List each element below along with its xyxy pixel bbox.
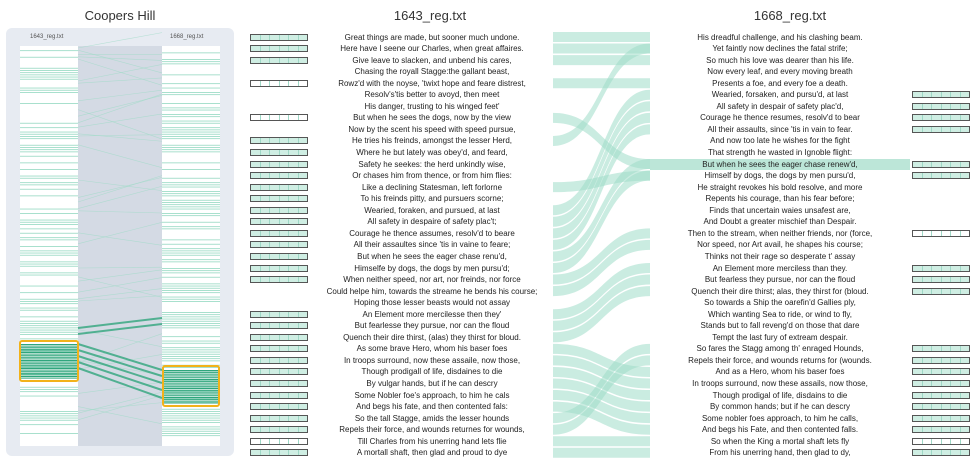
left-text-line[interactable]: Repels their force, and wounds returnes for wounds, (339, 425, 525, 435)
right-text-line[interactable]: So fares the Stagg among th' enraged Hounds, (696, 344, 864, 354)
right-similarity-box[interactable] (912, 403, 970, 410)
right-text-line[interactable]: So towards a Ship the oarefin'd Gallies ply, (704, 298, 856, 308)
right-similarity-box[interactable] (912, 449, 970, 456)
right-text-line[interactable]: Nor speed, nor Art avail, he shapes his course; (697, 240, 863, 250)
right-similarity-box[interactable] (912, 265, 970, 272)
right-text-line[interactable]: Quench their dire thirst; alas, they thirst for (bloud. (691, 286, 869, 296)
left-similarity-box[interactable] (250, 392, 308, 399)
right-text-line[interactable]: All their assaults, since 'tis in vain to fear. (707, 124, 853, 134)
left-similarity-box[interactable] (250, 149, 308, 156)
left-similarity-box[interactable] (250, 426, 308, 433)
left-text-line[interactable]: Hoping those lesser beasts would not assay (353, 298, 511, 308)
right-text-line[interactable]: But fearless they pursue, nor can the floud (704, 275, 856, 285)
right-text-line[interactable]: He straight revokes his bold resolve, and more (697, 182, 863, 192)
right-text-line[interactable]: Some nobler foes approach, to him he calls, (701, 413, 859, 423)
overview-left-file-label: 1643_reg.txt (30, 34, 64, 40)
left-text-line[interactable]: His danger, trusting to his winged feet' (364, 101, 500, 111)
right-text-line[interactable]: And Doubt a greater mischief than Despair. (703, 217, 857, 227)
right-similarity-box[interactable] (912, 438, 970, 445)
right-similarity-box[interactable] (912, 103, 970, 110)
right-text-line[interactable]: So when the King a mortal shaft lets fly (710, 436, 850, 446)
left-similarity-box[interactable] (250, 357, 308, 364)
left-similarity-box[interactable] (250, 80, 308, 87)
left-similarity-box[interactable] (250, 45, 308, 52)
right-similarity-box[interactable] (912, 392, 970, 399)
left-text-line[interactable]: Could helpe him, towards the streame he bends his course; (326, 286, 538, 296)
left-similarity-box[interactable] (250, 403, 308, 410)
alignment-flow-27[interactable] (553, 448, 650, 458)
left-text-line[interactable]: Rowz'd with the noyse, 'twixt hope and feare distrest, (338, 78, 526, 88)
left-text-line[interactable]: Chasing the royall Stagge:the gallant beast, (354, 67, 510, 77)
right-text-line[interactable]: From his unerring hand, then glad to dy, (709, 448, 851, 458)
right-similarity-box[interactable] (912, 380, 970, 387)
left-text-line[interactable]: By vulgar hands, but if he can descry (366, 379, 498, 388)
left-similarity-box[interactable] (250, 57, 308, 64)
left-similarity-box[interactable] (250, 276, 308, 283)
left-text-line[interactable]: But when he sees the dogs, now by the view (353, 113, 511, 123)
right-similarity-box[interactable] (912, 345, 970, 352)
left-text-line[interactable]: He tries his freinds, amongst the lesser Herd, (351, 136, 513, 146)
right-text-line[interactable]: Presents a foe, and every foe a death. (712, 78, 848, 88)
left-text-line[interactable]: All their assaultes since 'tis in vaine to feare; (353, 240, 511, 250)
right-file-title: 1668_reg.txt (753, 8, 827, 23)
left-text-line[interactable]: And begs his fate, and then contented fals: (356, 402, 508, 412)
left-similarity-box[interactable] (250, 449, 308, 456)
alignment-flow-0[interactable] (553, 32, 650, 42)
right-text-line[interactable]: So much his love was dearer than his life. (706, 55, 854, 65)
left-text-line[interactable]: Courage he thence assumes, resolv'd to beare (349, 228, 515, 238)
left-text-line[interactable]: Where he but lately was obey'd, and feard, (356, 148, 508, 157)
right-text-line[interactable]: By common hands; but if he can descry (709, 402, 851, 412)
right-text-line[interactable]: Stands but to fall reveng'd on those that dare (700, 321, 860, 331)
left-text-line[interactable]: Wearied, foraken, and pursued, at last (364, 205, 500, 215)
right-text-line[interactable]: Tempt the last fury of extream despair. (712, 332, 848, 342)
right-text-line[interactable]: And begs his Fate, and then contented falls. (701, 425, 859, 435)
left-text-line[interactable]: Safety he seekes: the herd unkindly wise, (358, 159, 506, 169)
right-text-line[interactable]: And now too late he wishes for the fight (710, 136, 850, 146)
left-text-line[interactable]: Here have I seene our Charles, when great affaires. (340, 44, 524, 54)
right-similarity-box[interactable] (912, 161, 970, 168)
left-text-line[interactable]: So the tall Stagge, amids the lesser hounds (354, 413, 510, 423)
left-text-line[interactable]: All safety in despaire of safety plac't; (367, 217, 497, 227)
left-text-line[interactable]: Till Charles from his unerring hand lets flie (357, 436, 507, 446)
left-similarity-box[interactable] (250, 380, 308, 387)
left-text-line[interactable]: As some brave Hero, whom his baser foes (356, 344, 508, 354)
right-similarity-box[interactable] (912, 426, 970, 433)
right-text-line[interactable]: An Element more merciless than they. (712, 263, 848, 273)
right-text-line[interactable]: In troops surround, now these assails, now those, (692, 379, 868, 388)
left-text-line[interactable]: A mortall shaft, then glad and proud to dye (356, 448, 508, 458)
left-text-line[interactable]: Himselfe by dogs, the dogs by men pursu'd; (354, 263, 510, 273)
right-similarity-box[interactable] (912, 126, 970, 133)
left-file-title: 1643_reg.txt (393, 8, 467, 23)
right-text-line[interactable]: His dreadful challenge, and his clashing beam. (697, 32, 863, 42)
alignment-flow-16[interactable] (553, 275, 650, 331)
right-text-line[interactable]: Finds that uncertain waies unsafest are, (709, 205, 851, 215)
right-similarity-box[interactable] (912, 288, 970, 295)
right-text-line[interactable]: But when he sees the eager chase renew'd, (702, 159, 858, 169)
left-similarity-box[interactable] (250, 311, 308, 318)
right-similarity-box[interactable] (912, 114, 970, 121)
right-similarity-box[interactable] (912, 368, 970, 375)
left-similarity-box[interactable] (250, 161, 308, 168)
left-similarity-box[interactable] (250, 368, 308, 375)
left-similarity-box[interactable] (250, 137, 308, 144)
left-similarity-box[interactable] (250, 195, 308, 202)
right-text-line[interactable]: Though prodigal of life, disdains to die (712, 390, 848, 400)
left-similarity-box[interactable] (250, 230, 308, 237)
left-text-line[interactable]: Now by the scent his speed with speed pursue, (348, 124, 516, 134)
left-similarity-box[interactable] (250, 334, 308, 341)
right-similarity-box[interactable] (912, 357, 970, 364)
alignment-flow-26[interactable] (553, 436, 650, 446)
left-text-line[interactable]: An Element more mercilesse then they' (362, 309, 502, 319)
right-text-line[interactable]: Repents his courage, than his fear before; (705, 194, 855, 204)
left-text-line[interactable]: Like a declining Statesman, left forlorne (361, 182, 503, 192)
left-similarity-box[interactable] (250, 241, 308, 248)
right-text-line[interactable]: Then to the stream, when neither friends, nor (force, (687, 228, 873, 238)
right-text-line[interactable]: That strength he wasted in Ignoble flight: (707, 148, 853, 157)
right-text-line[interactable]: Repels their force, and wounds returns for (wounds. (688, 355, 872, 365)
left-text-line[interactable]: Quench their dire thirst, (alas) they thirst for bloud. (343, 332, 521, 342)
right-text-line[interactable]: Yet faintly now declines the fatal strife; (712, 44, 848, 54)
left-similarity-box[interactable] (250, 438, 308, 445)
overview-title: Coopers Hill (84, 8, 156, 23)
left-text-line[interactable]: Resolv's'tis better to avoyd, then meet (364, 90, 500, 100)
right-similarity-box[interactable] (912, 172, 970, 179)
right-text-line[interactable]: And as a Hero, whom his baser foes (715, 367, 845, 377)
left-text-line[interactable]: Or chases him from thence, or from him flies: (352, 171, 512, 181)
right-text-line[interactable]: Thinks not their rage so desperate t' assay (704, 251, 856, 261)
alignment-flow-3[interactable] (553, 78, 650, 88)
left-text-line[interactable]: But when he sees the eager chase renu'd, (357, 251, 507, 261)
left-text-line[interactable]: Great things are made, but sooner much undone. (344, 32, 520, 42)
left-similarity-box[interactable] (250, 114, 308, 121)
left-text-line[interactable]: Some Nobler foe's approach, to him he cals (354, 390, 510, 400)
left-text-line[interactable]: In troops surround, now these assaile, now those, (343, 355, 521, 365)
right-similarity-box[interactable] (912, 276, 970, 283)
right-text-line[interactable]: Himself by dogs, the dogs by men pursu'd, (704, 171, 856, 181)
right-similarity-box[interactable] (912, 91, 970, 98)
left-text-line[interactable]: Give leave to slacken, and unbend his cares, (352, 55, 512, 65)
right-text-line[interactable]: Courage he thence resumes, resolv'd to bear (700, 113, 860, 123)
right-text-line[interactable]: All safety in despair of safety plac'd, (716, 101, 844, 111)
right-similarity-box[interactable] (912, 415, 970, 422)
left-similarity-box[interactable] (250, 184, 308, 191)
left-similarity-box[interactable] (250, 34, 308, 41)
right-text-line[interactable]: Which wanting Sea to ride, or wind to fly, (708, 309, 852, 319)
left-text-line[interactable]: To his freinds pitty, and pursuers scorne; (360, 194, 504, 204)
left-similarity-box[interactable] (250, 218, 308, 225)
right-text-line[interactable]: Now every leaf, and every moving breath (707, 67, 853, 77)
right-text-line[interactable]: Wearied, forsaken, and pursu'd, at last (711, 90, 849, 100)
left-similarity-box[interactable] (250, 207, 308, 214)
left-similarity-box[interactable] (250, 253, 308, 260)
left-similarity-box[interactable] (250, 322, 308, 329)
right-similarity-box[interactable] (912, 230, 970, 237)
left-similarity-box[interactable] (250, 345, 308, 352)
left-similarity-box[interactable] (250, 265, 308, 272)
left-similarity-box[interactable] (250, 415, 308, 422)
left-text-line[interactable]: When neither speed, nor art, nor freinds, nor force (343, 275, 521, 285)
overview-right-file-label: 1668_reg.txt (170, 34, 204, 40)
left-similarity-box[interactable] (250, 172, 308, 179)
left-text-line[interactable]: But fearlesse they pursue, nor can the floud (354, 321, 510, 331)
left-text-line[interactable]: Though prodigall of life, disdaines to die (361, 367, 503, 377)
